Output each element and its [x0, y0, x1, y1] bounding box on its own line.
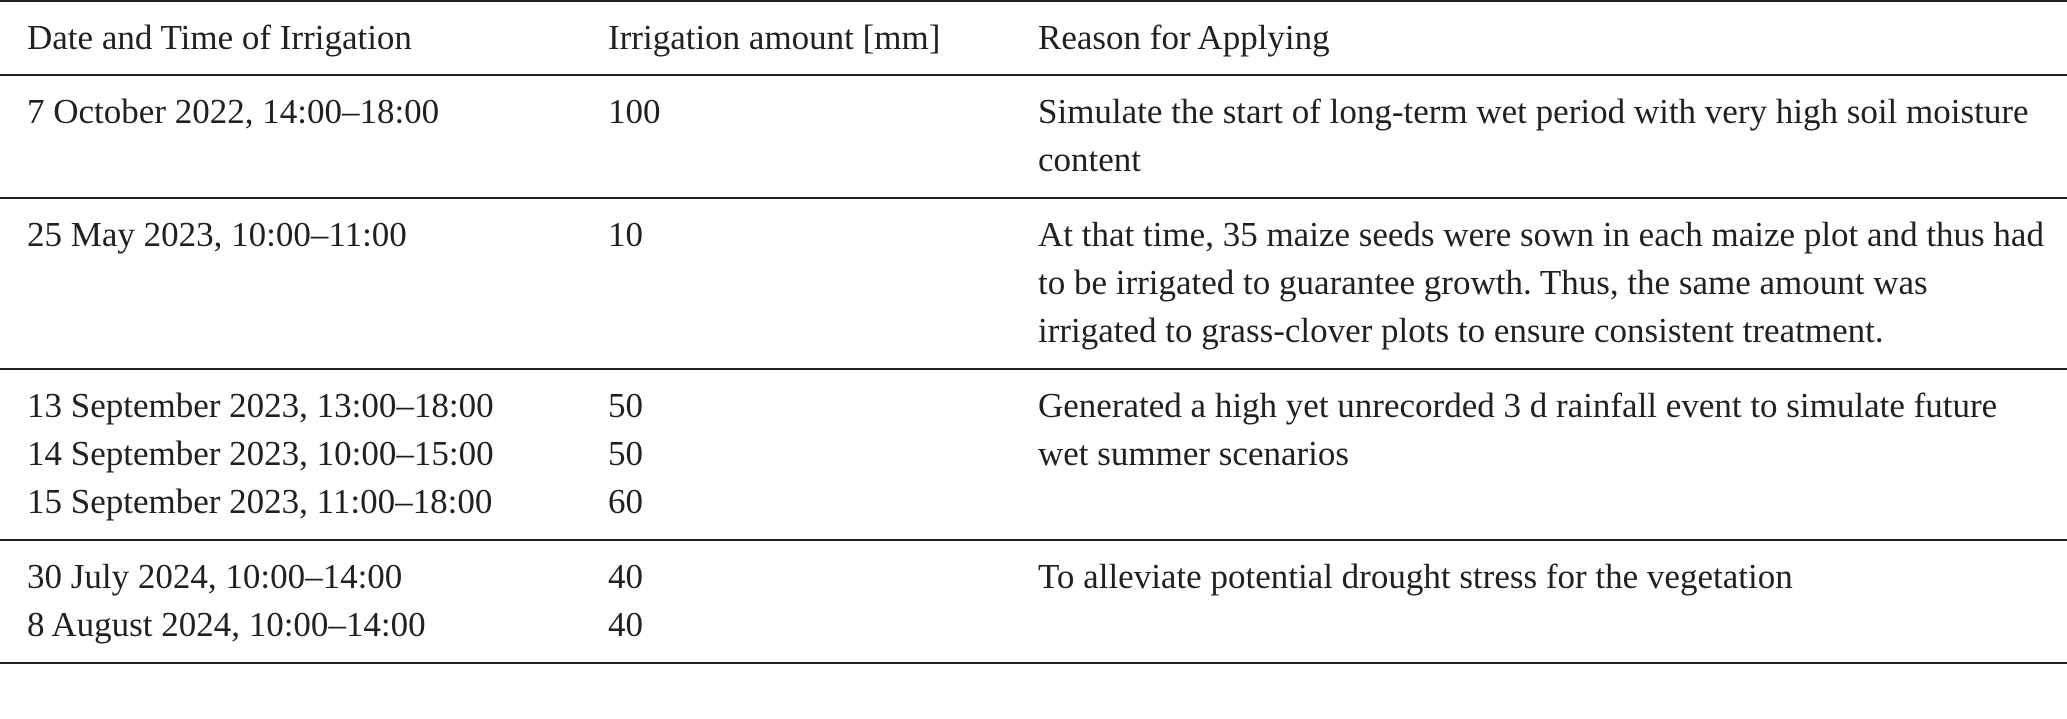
amount-line: 60	[608, 482, 643, 521]
date-line: 13 September 2023, 13:00–18:00	[27, 386, 494, 425]
table-body	[0, 75, 2067, 663]
amount-line: 50	[608, 386, 643, 425]
date-cell	[0, 369, 608, 540]
reason-cell	[1038, 75, 2067, 198]
table-row	[0, 369, 2067, 540]
table-row	[0, 198, 2067, 369]
reason-text: Generated a high yet unrecorded 3 d rainfall event to simulate future wet summer scenarios	[1038, 386, 1998, 473]
date-line: 25 May 2023, 10:00–11:00	[27, 215, 407, 254]
date-line: 8 August 2024, 10:00–14:00	[27, 605, 426, 644]
table-row	[0, 75, 2067, 198]
date-line: 14 September 2023, 10:00–15:00	[27, 434, 494, 473]
amount-line: 40	[608, 605, 643, 644]
amount-cell	[608, 369, 1038, 540]
date-cell	[0, 540, 608, 663]
date-line: 15 September 2023, 11:00–18:00	[27, 482, 493, 521]
date-line: 30 July 2024, 10:00–14:00	[27, 557, 403, 596]
header-date-time: Date and Time of Irrigation	[27, 18, 412, 57]
amount-line: 10	[608, 215, 643, 254]
table-header	[0, 1, 2067, 75]
amount-cell	[608, 75, 1038, 198]
amount-line: 50	[608, 434, 643, 473]
date-cell	[0, 198, 608, 369]
reason-text: Simulate the start of long-term wet period with very high soil moisture content	[1038, 92, 2029, 179]
amount-cell	[608, 540, 1038, 663]
amount-line: 100	[608, 92, 661, 131]
reason-cell	[1038, 369, 2067, 540]
header-row	[0, 1, 2067, 75]
reason-cell	[1038, 198, 2067, 369]
reason-cell	[1038, 540, 2067, 663]
reason-text: At that time, 35 maize seeds were sown in each maize plot and thus had to be irrigated to guarantee growth. Thus, the same amount was irrigated to grass-clover plots to ensure consistent treatment.	[1038, 215, 2044, 350]
table-row	[0, 540, 2067, 663]
amount-cell	[608, 198, 1038, 369]
amount-line: 40	[608, 557, 643, 596]
date-line: 7 October 2022, 14:00–18:00	[27, 92, 440, 131]
header-irrigation-amount: Irrigation amount [mm]	[608, 18, 941, 57]
date-cell	[0, 75, 608, 198]
header-reason: Reason for Applying	[1038, 18, 1330, 57]
reason-text: To alleviate potential drought stress for the vegetation	[1038, 557, 1793, 596]
